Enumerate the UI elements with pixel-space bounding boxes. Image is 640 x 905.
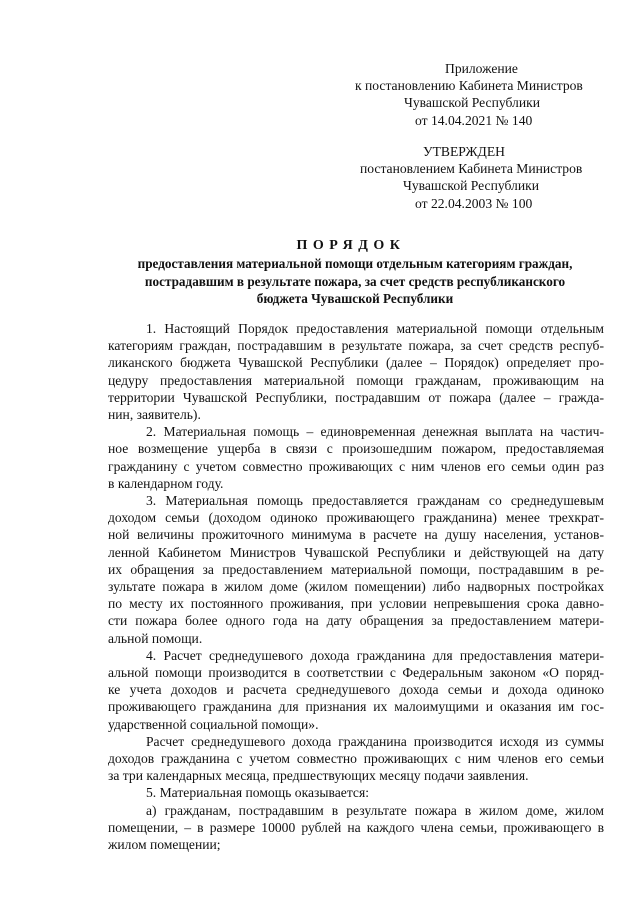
subtitle-line: предоставления материальной помощи отдельным категориям граждан, [137, 256, 573, 271]
paragraph-line: доходом семьи (доходом одиноко проживающего гражданина) менее трехкрат- [108, 510, 604, 526]
paragraph-line: жилом помещении; [108, 837, 221, 853]
paragraph-line: а) гражданам, пострадавшим в результате пожара в жилом доме, жилом [146, 802, 604, 818]
paragraph-line: нин, заявитель). [108, 407, 201, 423]
paragraph-line: ликанского бюджета Чувашской Республики (далее – Порядок) определяет про- [108, 355, 604, 371]
document-subtitle [110, 255, 600, 308]
paragraph [108, 320, 604, 423]
paragraph-line: их обращения за предоставлением материальной помощи, пострадавшим в ре- [108, 561, 604, 577]
subtitle-line: бюджета Чувашской Республики [256, 291, 454, 306]
annex-line: Чувашской Республики [404, 95, 540, 111]
paragraph-line: ке учета доходов и расчета среднедушевого дохода семьи и дохода одиноко [108, 682, 604, 698]
paragraph [108, 733, 604, 785]
document-body [108, 320, 604, 853]
paragraph-line: 3. Материальная помощь предоставляется гражданам со среднедушевым [146, 493, 604, 509]
paragraph-line: ное возмещение ущерба в связи с произошедшим пожаром, предоставляемая [108, 441, 604, 457]
paragraph [108, 802, 604, 854]
paragraph-line: альной помощи производится в соответствии с Федеральным законом «О поряд- [108, 665, 604, 681]
approved-line: УТВЕРЖДЕН [423, 144, 505, 159]
paragraph [108, 423, 604, 492]
paragraph-line: ударственной социальной помощи». [108, 716, 319, 732]
paragraph-line: в календарном году. [108, 475, 224, 491]
paragraph-line: ной величины прожиточного минимума в расчете на душу населения, установ- [108, 527, 604, 543]
paragraph-line: 1. Настоящий Порядок предоставления материальной помощи отдельным [146, 321, 604, 336]
paragraph-line: ленной Кабинетом Министров Чувашской Республики и действующей на дату [108, 544, 604, 560]
paragraph-line: территории Чувашской Республики, пострадавшим от пожара (далее – гражда- [108, 389, 604, 405]
paragraph-line: 4. Расчет среднедушевого дохода гражданина для предоставления матери- [146, 647, 604, 663]
paragraph-line: 2. Материальная помощь – единовременная денежная выплата на частич- [146, 424, 604, 440]
paragraph-line: помещении, – в размере 10000 рублей на каждого члена семьи, проживающего в [108, 819, 604, 835]
annex-line: к постановлению Кабинета Министров [355, 78, 583, 94]
annex-line: Приложение [445, 61, 518, 76]
approved-line: от 22.04.2003 № 100 [415, 195, 533, 211]
paragraph [108, 492, 604, 647]
paragraph-line: проживающего гражданина для признания их малоимущими и оказания им гос- [108, 699, 604, 715]
approved-line: Чувашской Республики [403, 178, 539, 194]
paragraph-line: альной помощи. [108, 630, 203, 646]
paragraph-line: за три календарных месяца, предшествующих месяцу подачи заявления. [108, 768, 529, 784]
paragraph-line: по месту их постоянного проживания, при условии непревышения срока давно- [108, 596, 604, 612]
document-title: ПОРЯДОК [296, 238, 406, 253]
paragraph [108, 647, 604, 733]
annex-header [340, 60, 640, 129]
approved-header [345, 143, 640, 212]
paragraph-line: сти пожара более одного года на дату обращения за предоставлением матери- [108, 613, 604, 629]
paragraph-line: гражданину с учетом совместно проживающих с ним членов его семьи один раз [108, 458, 604, 474]
paragraph-line: 5. Материальная помощь оказывается: [146, 785, 369, 801]
annex-line: от 14.04.2021 № 140 [415, 112, 533, 128]
paragraph-line: категориям граждан, пострадавшим в результате пожара, за счет средств респуб- [108, 338, 604, 354]
paragraph-line: Расчет среднедушевого дохода гражданина производится исходя из суммы [146, 733, 604, 749]
approved-line: постановлением Кабинета Министров [360, 161, 583, 177]
paragraph-line: зультате пожара в жилом доме (жилом помещении) либо надворных постройках [108, 579, 604, 595]
paragraph-line: цедуру предоставления материальной помощи гражданам, проживающим на [108, 372, 604, 388]
paragraph-line: доходов гражданина с учетом совместно проживающих с ним членов его семьи [108, 751, 604, 767]
paragraph [108, 784, 604, 801]
subtitle-line: пострадавшим в результате пожара, за счет средств республиканского [144, 273, 566, 289]
